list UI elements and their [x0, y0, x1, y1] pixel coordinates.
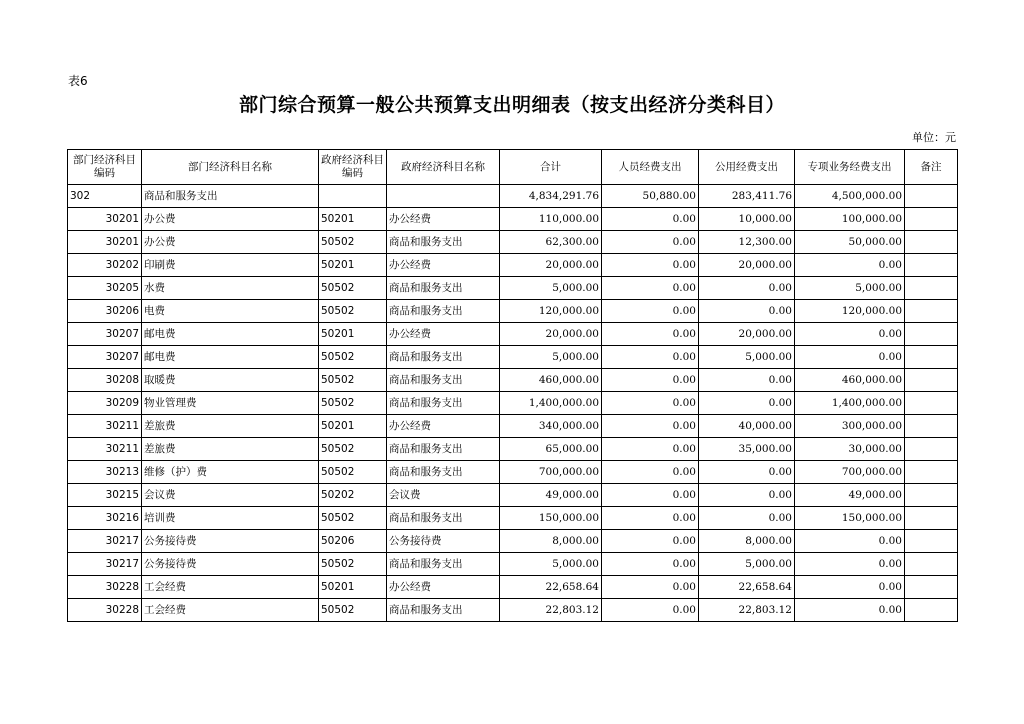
cell-special: 0.00 [795, 346, 905, 369]
page-title: 部门综合预算一般公共预算支出明细表（按支出经济分类科目） [238, 94, 785, 116]
header-dept-name: 部门经济科目名称 [142, 150, 319, 185]
table-row [68, 185, 958, 208]
cell-personnel: 0.00 [602, 277, 699, 300]
cell-gov-name: 商品和服务支出 [387, 392, 500, 415]
cell-total: 1,400,000.00 [500, 392, 602, 415]
cell-gov-name: 商品和服务支出 [387, 346, 500, 369]
cell-personnel: 0.00 [602, 461, 699, 484]
cell-gov-code: 50201 [319, 208, 387, 231]
cell-dept-code: 30202 [68, 254, 142, 277]
cell-dept-code: 30217 [68, 530, 142, 553]
cell-gov-name: 办公经费 [387, 208, 500, 231]
cell-gov-name: 商品和服务支出 [387, 369, 500, 392]
cell-personnel: 0.00 [602, 208, 699, 231]
cell-gov-code: 50201 [319, 576, 387, 599]
cell-special: 700,000.00 [795, 461, 905, 484]
cell-gov-code: 50206 [319, 530, 387, 553]
cell-gov-code: 50502 [319, 461, 387, 484]
cell-dept-code: 30208 [68, 369, 142, 392]
cell-personnel: 0.00 [602, 553, 699, 576]
cell-dept-code: 30213 [68, 461, 142, 484]
cell-remark [905, 553, 958, 576]
cell-special: 0.00 [795, 254, 905, 277]
cell-total: 5,000.00 [500, 277, 602, 300]
cell-public: 0.00 [699, 507, 795, 530]
cell-gov-name: 商品和服务支出 [387, 231, 500, 254]
cell-gov-code: 50502 [319, 599, 387, 622]
expenditure-table [67, 149, 958, 622]
cell-personnel: 0.00 [602, 530, 699, 553]
cell-gov-code: 50201 [319, 415, 387, 438]
cell-dept-code: 30228 [68, 599, 142, 622]
cell-dept-name: 办公费 [142, 231, 319, 254]
cell-gov-name: 办公经费 [387, 576, 500, 599]
cell-gov-code: 50202 [319, 484, 387, 507]
cell-dept-code: 30206 [68, 300, 142, 323]
cell-dept-name: 邮电费 [142, 323, 319, 346]
cell-special: 50,000.00 [795, 231, 905, 254]
cell-gov-code: 50502 [319, 231, 387, 254]
cell-public: 20,000.00 [699, 323, 795, 346]
cell-total: 5,000.00 [500, 553, 602, 576]
cell-personnel: 0.00 [602, 369, 699, 392]
cell-total: 5,000.00 [500, 346, 602, 369]
cell-gov-code: 50502 [319, 369, 387, 392]
cell-special: 0.00 [795, 553, 905, 576]
cell-personnel: 0.00 [602, 231, 699, 254]
cell-gov-name: 商品和服务支出 [387, 438, 500, 461]
cell-gov-code: 50502 [319, 507, 387, 530]
cell-personnel: 0.00 [602, 576, 699, 599]
cell-dept-name: 物业管理费 [142, 392, 319, 415]
cell-remark [905, 300, 958, 323]
cell-dept-name: 工会经费 [142, 576, 319, 599]
cell-gov-code: 50502 [319, 300, 387, 323]
cell-personnel: 0.00 [602, 415, 699, 438]
cell-dept-code: 30209 [68, 392, 142, 415]
cell-gov-name: 商品和服务支出 [387, 461, 500, 484]
cell-dept-code: 30207 [68, 346, 142, 369]
cell-gov-name: 公务接待费 [387, 530, 500, 553]
cell-dept-code: 30216 [68, 507, 142, 530]
cell-gov-code: 50502 [319, 346, 387, 369]
cell-total: 120,000.00 [500, 300, 602, 323]
cell-special: 30,000.00 [795, 438, 905, 461]
cell-gov-name: 商品和服务支出 [387, 300, 500, 323]
cell-remark [905, 254, 958, 277]
cell-total: 20,000.00 [500, 323, 602, 346]
cell-dept-name: 电费 [142, 300, 319, 323]
cell-public: 0.00 [699, 369, 795, 392]
cell-gov-name: 商品和服务支出 [387, 553, 500, 576]
cell-personnel: 0.00 [602, 346, 699, 369]
cell-dept-name: 维修（护）费 [142, 461, 319, 484]
cell-dept-name: 差旅费 [142, 415, 319, 438]
cell-dept-name: 公务接待费 [142, 553, 319, 576]
cell-remark [905, 346, 958, 369]
cell-public: 5,000.00 [699, 346, 795, 369]
cell-special: 49,000.00 [795, 484, 905, 507]
header-dept-code: 部门经济科目编码 [68, 150, 142, 185]
table-row [68, 369, 958, 392]
cell-public: 12,300.00 [699, 231, 795, 254]
cell-total: 22,658.64 [500, 576, 602, 599]
cell-dept-name: 水费 [142, 277, 319, 300]
header-row [68, 150, 958, 185]
table-row [68, 231, 958, 254]
cell-public: 10,000.00 [699, 208, 795, 231]
cell-total: 460,000.00 [500, 369, 602, 392]
cell-remark [905, 530, 958, 553]
table-row [68, 576, 958, 599]
cell-dept-name: 公务接待费 [142, 530, 319, 553]
cell-remark [905, 438, 958, 461]
cell-remark [905, 507, 958, 530]
cell-gov-name: 商品和服务支出 [387, 599, 500, 622]
cell-dept-name: 办公费 [142, 208, 319, 231]
header-gov-name: 政府经济科目名称 [387, 150, 500, 185]
cell-remark [905, 599, 958, 622]
unit-label: 单位：元 [912, 131, 956, 144]
table-row [68, 530, 958, 553]
cell-special: 0.00 [795, 576, 905, 599]
cell-personnel: 0.00 [602, 484, 699, 507]
cell-public: 22,803.12 [699, 599, 795, 622]
header-remark: 备注 [905, 150, 958, 185]
cell-gov-code: 50201 [319, 254, 387, 277]
table-row [68, 346, 958, 369]
cell-total: 340,000.00 [500, 415, 602, 438]
cell-remark [905, 323, 958, 346]
cell-dept-code: 30201 [68, 208, 142, 231]
cell-gov-name: 商品和服务支出 [387, 507, 500, 530]
header-public: 公用经费支出 [699, 150, 795, 185]
cell-gov-code [319, 185, 387, 208]
cell-total: 150,000.00 [500, 507, 602, 530]
cell-public: 0.00 [699, 484, 795, 507]
cell-dept-code: 30228 [68, 576, 142, 599]
header-personnel: 人员经费支出 [602, 150, 699, 185]
cell-personnel: 0.00 [602, 323, 699, 346]
table-label: 表6 [68, 74, 88, 88]
cell-dept-name: 差旅费 [142, 438, 319, 461]
cell-special: 0.00 [795, 530, 905, 553]
header-gov-code: 政府经济科目编码 [319, 150, 387, 185]
cell-dept-name: 印刷费 [142, 254, 319, 277]
cell-gov-code: 50201 [319, 323, 387, 346]
cell-total: 700,000.00 [500, 461, 602, 484]
table-row [68, 461, 958, 484]
cell-dept-code: 30217 [68, 553, 142, 576]
cell-public: 0.00 [699, 277, 795, 300]
cell-personnel: 0.00 [602, 254, 699, 277]
cell-gov-code: 50502 [319, 553, 387, 576]
cell-special: 100,000.00 [795, 208, 905, 231]
cell-personnel: 0.00 [602, 599, 699, 622]
cell-public: 0.00 [699, 461, 795, 484]
cell-remark [905, 415, 958, 438]
cell-public: 5,000.00 [699, 553, 795, 576]
cell-gov-name: 商品和服务支出 [387, 277, 500, 300]
cell-dept-code: 30211 [68, 438, 142, 461]
cell-gov-code: 50502 [319, 438, 387, 461]
cell-dept-name: 商品和服务支出 [142, 185, 319, 208]
cell-total: 8,000.00 [500, 530, 602, 553]
cell-total: 4,834,291.76 [500, 185, 602, 208]
cell-dept-code: 30215 [68, 484, 142, 507]
table-row [68, 415, 958, 438]
cell-dept-code: 30205 [68, 277, 142, 300]
cell-public: 40,000.00 [699, 415, 795, 438]
table-row [68, 484, 958, 507]
cell-remark [905, 185, 958, 208]
cell-remark [905, 231, 958, 254]
cell-gov-name: 办公经费 [387, 323, 500, 346]
cell-remark [905, 208, 958, 231]
cell-total: 20,000.00 [500, 254, 602, 277]
cell-dept-code: 30201 [68, 231, 142, 254]
cell-special: 120,000.00 [795, 300, 905, 323]
cell-dept-name: 培训费 [142, 507, 319, 530]
cell-public: 283,411.76 [699, 185, 795, 208]
cell-gov-code: 50502 [319, 392, 387, 415]
cell-public: 20,000.00 [699, 254, 795, 277]
cell-personnel: 50,880.00 [602, 185, 699, 208]
cell-special: 300,000.00 [795, 415, 905, 438]
cell-remark [905, 369, 958, 392]
cell-remark [905, 461, 958, 484]
cell-remark [905, 576, 958, 599]
table-row [68, 438, 958, 461]
cell-personnel: 0.00 [602, 438, 699, 461]
cell-remark [905, 392, 958, 415]
table-row [68, 323, 958, 346]
cell-total: 110,000.00 [500, 208, 602, 231]
header-special: 专项业务经费支出 [795, 150, 905, 185]
cell-public: 0.00 [699, 392, 795, 415]
cell-personnel: 0.00 [602, 392, 699, 415]
cell-total: 62,300.00 [500, 231, 602, 254]
cell-dept-code: 30211 [68, 415, 142, 438]
cell-public: 8,000.00 [699, 530, 795, 553]
cell-dept-name: 取暖费 [142, 369, 319, 392]
cell-gov-code: 50502 [319, 277, 387, 300]
cell-special: 150,000.00 [795, 507, 905, 530]
cell-dept-code: 30207 [68, 323, 142, 346]
table-row [68, 300, 958, 323]
cell-public: 35,000.00 [699, 438, 795, 461]
table-row [68, 254, 958, 277]
cell-remark [905, 277, 958, 300]
cell-gov-name: 会议费 [387, 484, 500, 507]
table-row [68, 392, 958, 415]
header-total: 合计 [500, 150, 602, 185]
cell-gov-name: 办公经费 [387, 415, 500, 438]
table-row [68, 553, 958, 576]
cell-total: 22,803.12 [500, 599, 602, 622]
cell-special: 460,000.00 [795, 369, 905, 392]
cell-dept-name: 工会经费 [142, 599, 319, 622]
cell-remark [905, 484, 958, 507]
cell-gov-name: 办公经费 [387, 254, 500, 277]
cell-total: 49,000.00 [500, 484, 602, 507]
table-row [68, 599, 958, 622]
cell-personnel: 0.00 [602, 300, 699, 323]
cell-dept-name: 会议费 [142, 484, 319, 507]
cell-public: 0.00 [699, 300, 795, 323]
cell-public: 22,658.64 [699, 576, 795, 599]
table-body [68, 185, 958, 622]
table-row [68, 507, 958, 530]
cell-dept-code: 302 [68, 185, 142, 208]
cell-special: 5,000.00 [795, 277, 905, 300]
cell-total: 65,000.00 [500, 438, 602, 461]
cell-gov-name [387, 185, 500, 208]
cell-special: 4,500,000.00 [795, 185, 905, 208]
table-row [68, 277, 958, 300]
cell-special: 1,400,000.00 [795, 392, 905, 415]
cell-personnel: 0.00 [602, 507, 699, 530]
cell-special: 0.00 [795, 323, 905, 346]
cell-dept-name: 邮电费 [142, 346, 319, 369]
cell-special: 0.00 [795, 599, 905, 622]
table-row [68, 208, 958, 231]
